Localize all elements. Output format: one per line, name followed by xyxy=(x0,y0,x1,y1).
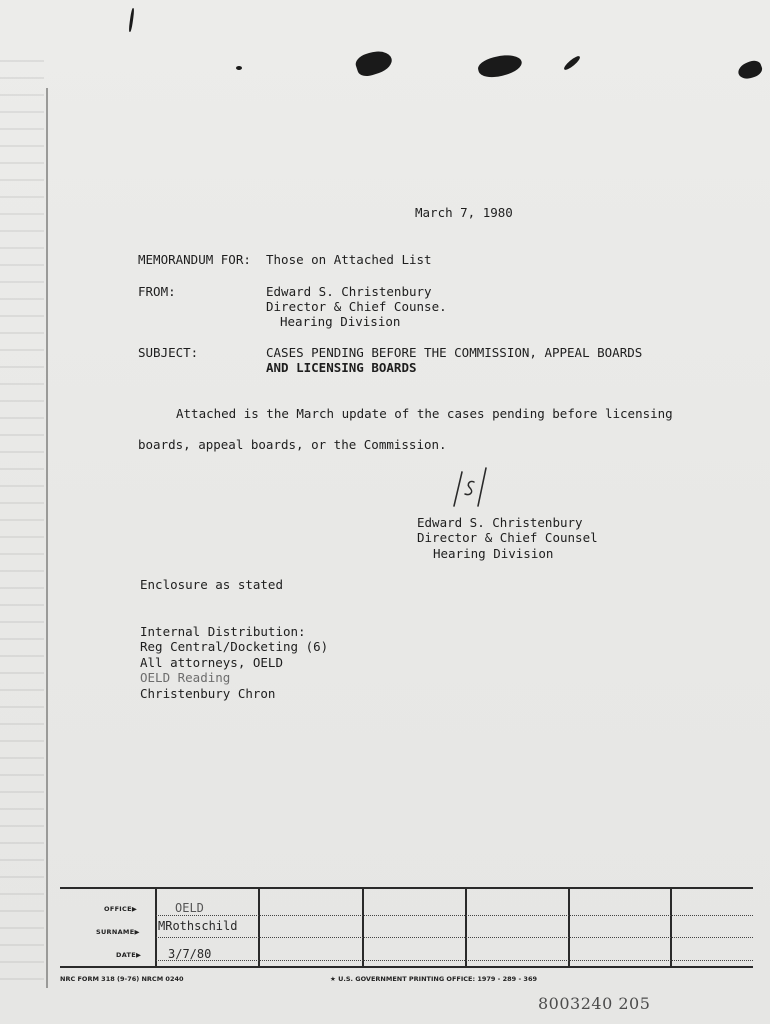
ink-blot xyxy=(353,47,394,79)
date-label: DATE▶ xyxy=(116,951,142,959)
ink-blot xyxy=(236,66,242,70)
form-column-divider xyxy=(155,889,157,967)
ink-blot xyxy=(562,54,581,71)
memo-body-line: boards, appeal boards, or the Commission. xyxy=(138,437,447,452)
form-column-divider xyxy=(465,889,467,967)
memo-subject-line: AND LICENSING BOARDS xyxy=(266,360,417,375)
signer-line: Hearing Division xyxy=(433,546,554,561)
distribution-item: Reg Central/Docketing (6) xyxy=(140,639,329,654)
form-column-divider xyxy=(670,889,672,967)
memo-for-value: Those on Attached List xyxy=(266,252,432,267)
memo-for-label: MEMORANDUM FOR: xyxy=(138,252,251,267)
memo-from-label: FROM: xyxy=(138,284,176,299)
office-label: OFFICE▶ xyxy=(104,905,138,913)
form-column-divider xyxy=(568,889,570,967)
memo-body-line: Attached is the March update of the cases pending before licensing xyxy=(176,406,673,421)
surname-label: SURNAME▶ xyxy=(96,928,140,936)
ink-blot xyxy=(736,58,764,81)
date-value: 3/7/80 xyxy=(168,947,212,961)
memo-date: March 7, 1980 xyxy=(415,205,513,220)
surname-value: MRothschild xyxy=(158,919,238,933)
form-column-divider xyxy=(258,889,260,967)
memo-from-line: Director & Chief Counse. xyxy=(266,299,447,314)
form-row-rule xyxy=(156,937,753,938)
left-margin-rule xyxy=(46,88,48,988)
signature-mark xyxy=(452,466,488,510)
form-column-divider xyxy=(362,889,364,967)
ink-blot xyxy=(128,8,134,32)
enclosure-note: Enclosure as stated xyxy=(140,577,283,592)
form-bottom-rule xyxy=(60,966,753,968)
form-top-rule xyxy=(60,887,753,889)
memo-from-line: Edward S. Christenbury xyxy=(266,284,432,299)
distribution-title: Internal Distribution: xyxy=(140,624,306,639)
distribution-item: Christenbury Chron xyxy=(140,686,276,701)
form-row-rule xyxy=(156,915,753,916)
signer-line: Edward S. Christenbury xyxy=(417,515,583,530)
printing-office-note: ★ U.S. GOVERNMENT PRINTING OFFICE: 1979 - 289 - 369 xyxy=(330,975,537,983)
ink-blot xyxy=(476,51,524,81)
scan-edge-artifact xyxy=(0,60,44,990)
signer-line: Director & Chief Counsel xyxy=(417,530,598,545)
memo-from-line: Hearing Division xyxy=(280,314,401,329)
office-value: OELD xyxy=(175,901,204,915)
memo-subject-line: CASES PENDING BEFORE THE COMMISSION, APPEAL BOARDS xyxy=(266,345,643,360)
distribution-item: All attorneys, OELD xyxy=(140,655,283,670)
concurrence-block xyxy=(60,887,753,970)
memo-subject-label: SUBJECT: xyxy=(138,345,199,360)
document-stamp-number: 8003240 205 xyxy=(538,994,651,1013)
distribution-item: OELD Reading xyxy=(140,670,231,685)
form-id: NRC FORM 318 (9-76) NRCM 0240 xyxy=(60,975,184,983)
form-row-rule xyxy=(156,960,753,961)
